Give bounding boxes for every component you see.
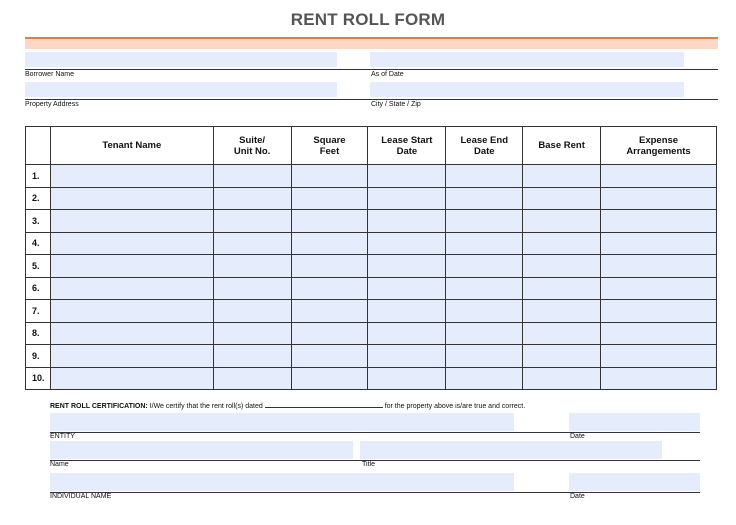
borrower-row-rule	[25, 69, 718, 70]
table-cell-input[interactable]	[291, 300, 368, 323]
table-cell-input[interactable]	[368, 255, 446, 278]
address-row-rule	[25, 99, 718, 100]
table-cell-input[interactable]	[291, 165, 368, 188]
column-header: Base Rent	[523, 127, 601, 165]
city-state-zip-field[interactable]	[370, 82, 684, 97]
row-number: 4.	[26, 232, 51, 255]
table-cell-input[interactable]	[446, 232, 523, 255]
table-cell-input[interactable]	[523, 187, 601, 210]
table-cell-input[interactable]	[50, 232, 213, 255]
table-cell-input[interactable]	[523, 345, 601, 368]
table-cell-input[interactable]	[291, 210, 368, 233]
table-cell-input[interactable]	[291, 322, 368, 345]
entity-date-label: Date	[570, 433, 585, 440]
table-cell-input[interactable]	[446, 187, 523, 210]
column-header: Suite/ Unit No.	[213, 127, 291, 165]
table-cell-input[interactable]	[601, 277, 717, 300]
row-number: 10.	[26, 367, 51, 390]
property-address-field[interactable]	[25, 82, 337, 97]
entity-date-field[interactable]	[569, 413, 700, 431]
table-row	[26, 367, 717, 390]
table-cell-input[interactable]	[446, 277, 523, 300]
borrower-name-label: Borrower Name	[25, 71, 75, 78]
row-number: 1.	[26, 165, 51, 188]
table-cell-input[interactable]	[368, 277, 446, 300]
table-cell-input[interactable]	[50, 255, 213, 278]
table-cell-input[interactable]	[213, 345, 291, 368]
table-cell-input[interactable]	[368, 210, 446, 233]
table-cell-input[interactable]	[523, 255, 601, 278]
table-cell-input[interactable]	[50, 367, 213, 390]
certification-statement	[50, 401, 525, 410]
row-number: 3.	[26, 210, 51, 233]
table-row	[26, 165, 717, 188]
table-cell-input[interactable]	[446, 165, 523, 188]
column-header: Tenant Name	[50, 127, 213, 165]
table-cell-input[interactable]	[213, 277, 291, 300]
name-label: Name	[50, 461, 69, 468]
certification-date-blank[interactable]	[265, 401, 383, 408]
table-cell-input[interactable]	[446, 345, 523, 368]
form-title: RENT ROLL FORM	[290, 10, 446, 29]
individual-name-rule	[50, 492, 700, 493]
table-cell-input[interactable]	[50, 277, 213, 300]
table-cell-input[interactable]	[446, 367, 523, 390]
table-row	[26, 255, 717, 278]
table-cell-input[interactable]	[368, 187, 446, 210]
certification-text-before: I/We certify that the rent roll(s) dated	[149, 403, 263, 410]
accent-bar	[25, 37, 718, 49]
table-cell-input[interactable]	[601, 300, 717, 323]
table-cell-input[interactable]	[601, 165, 717, 188]
table-cell-input[interactable]	[50, 322, 213, 345]
name-rule	[50, 460, 700, 461]
rent-roll-table	[25, 126, 717, 390]
row-number-header	[26, 127, 51, 165]
table-cell-input[interactable]	[446, 300, 523, 323]
column-header: Expense Arrangements	[601, 127, 717, 165]
table-cell-input[interactable]	[368, 345, 446, 368]
borrower-name-field[interactable]	[25, 52, 337, 67]
table-cell-input[interactable]	[291, 255, 368, 278]
individual-date-field[interactable]	[569, 473, 700, 491]
table-cell-input[interactable]	[291, 367, 368, 390]
table-cell-input[interactable]	[213, 187, 291, 210]
table-cell-input[interactable]	[213, 300, 291, 323]
table-cell-input[interactable]	[291, 187, 368, 210]
table-cell-input[interactable]	[213, 255, 291, 278]
table-cell-input[interactable]	[213, 367, 291, 390]
table-cell-input[interactable]	[446, 322, 523, 345]
table-header-row	[26, 127, 717, 165]
table-cell-input[interactable]	[213, 322, 291, 345]
table-cell-input[interactable]	[50, 345, 213, 368]
individual-name-label: INDIVIDUAL NAME	[50, 493, 112, 500]
entity-label: ENTITY	[50, 433, 75, 440]
table-row	[26, 300, 717, 323]
table-row	[26, 210, 717, 233]
row-number: 9.	[26, 345, 51, 368]
row-number: 5.	[26, 255, 51, 278]
table-cell-input[interactable]	[601, 345, 717, 368]
table-cell-input[interactable]	[523, 367, 601, 390]
certification-heading: RENT ROLL CERTIFICATION:	[50, 403, 148, 410]
certification-text-after: for the property above is/are true and correct.	[384, 403, 526, 410]
table-cell-input[interactable]	[601, 322, 717, 345]
table-row	[26, 345, 717, 368]
entity-rule	[50, 432, 700, 433]
entity-field[interactable]	[50, 413, 514, 431]
table-cell-input[interactable]	[368, 322, 446, 345]
table-cell-input[interactable]	[50, 165, 213, 188]
table-cell-input[interactable]	[368, 300, 446, 323]
table-cell-input[interactable]	[446, 255, 523, 278]
table-row	[26, 232, 717, 255]
table-row	[26, 187, 717, 210]
table-cell-input[interactable]	[523, 232, 601, 255]
individual-name-field[interactable]	[50, 473, 514, 491]
city-state-zip-label: City / State / Zip	[371, 101, 421, 108]
table-cell-input[interactable]	[291, 232, 368, 255]
table-cell-input[interactable]	[368, 232, 446, 255]
table-cell-input[interactable]	[601, 210, 717, 233]
property-address-label: Property Address	[25, 101, 79, 108]
table-cell-input[interactable]	[50, 210, 213, 233]
row-number: 8.	[26, 322, 51, 345]
row-number: 2.	[26, 187, 51, 210]
as-of-date-field[interactable]	[370, 52, 684, 67]
row-number: 7.	[26, 300, 51, 323]
table-cell-input[interactable]	[601, 187, 717, 210]
title-field[interactable]	[360, 441, 662, 459]
table-cell-input[interactable]	[601, 367, 717, 390]
table-cell-input[interactable]	[601, 255, 717, 278]
table-cell-input[interactable]	[50, 300, 213, 323]
column-header: Square Feet	[291, 127, 368, 165]
table-cell-input[interactable]	[446, 210, 523, 233]
table-cell-input[interactable]	[523, 277, 601, 300]
table-row	[26, 277, 717, 300]
table-cell-input[interactable]	[291, 277, 368, 300]
table-cell-input[interactable]	[523, 210, 601, 233]
table-cell-input[interactable]	[213, 210, 291, 233]
table-cell-input[interactable]	[291, 345, 368, 368]
table-cell-input[interactable]	[523, 300, 601, 323]
table-cell-input[interactable]	[523, 165, 601, 188]
table-cell-input[interactable]	[213, 232, 291, 255]
column-header: Lease Start Date	[368, 127, 446, 165]
individual-date-label: Date	[570, 493, 585, 500]
name-field[interactable]	[50, 441, 353, 459]
table-cell-input[interactable]	[368, 367, 446, 390]
table-cell-input[interactable]	[213, 165, 291, 188]
row-number: 6.	[26, 277, 51, 300]
title-label: Title	[362, 461, 375, 468]
table-cell-input[interactable]	[368, 165, 446, 188]
as-of-date-label: As of Date	[371, 71, 404, 78]
table-cell-input[interactable]	[523, 322, 601, 345]
table-cell-input[interactable]	[50, 187, 213, 210]
column-header: Lease End Date	[446, 127, 523, 165]
table-cell-input[interactable]	[601, 232, 717, 255]
table-row	[26, 322, 717, 345]
